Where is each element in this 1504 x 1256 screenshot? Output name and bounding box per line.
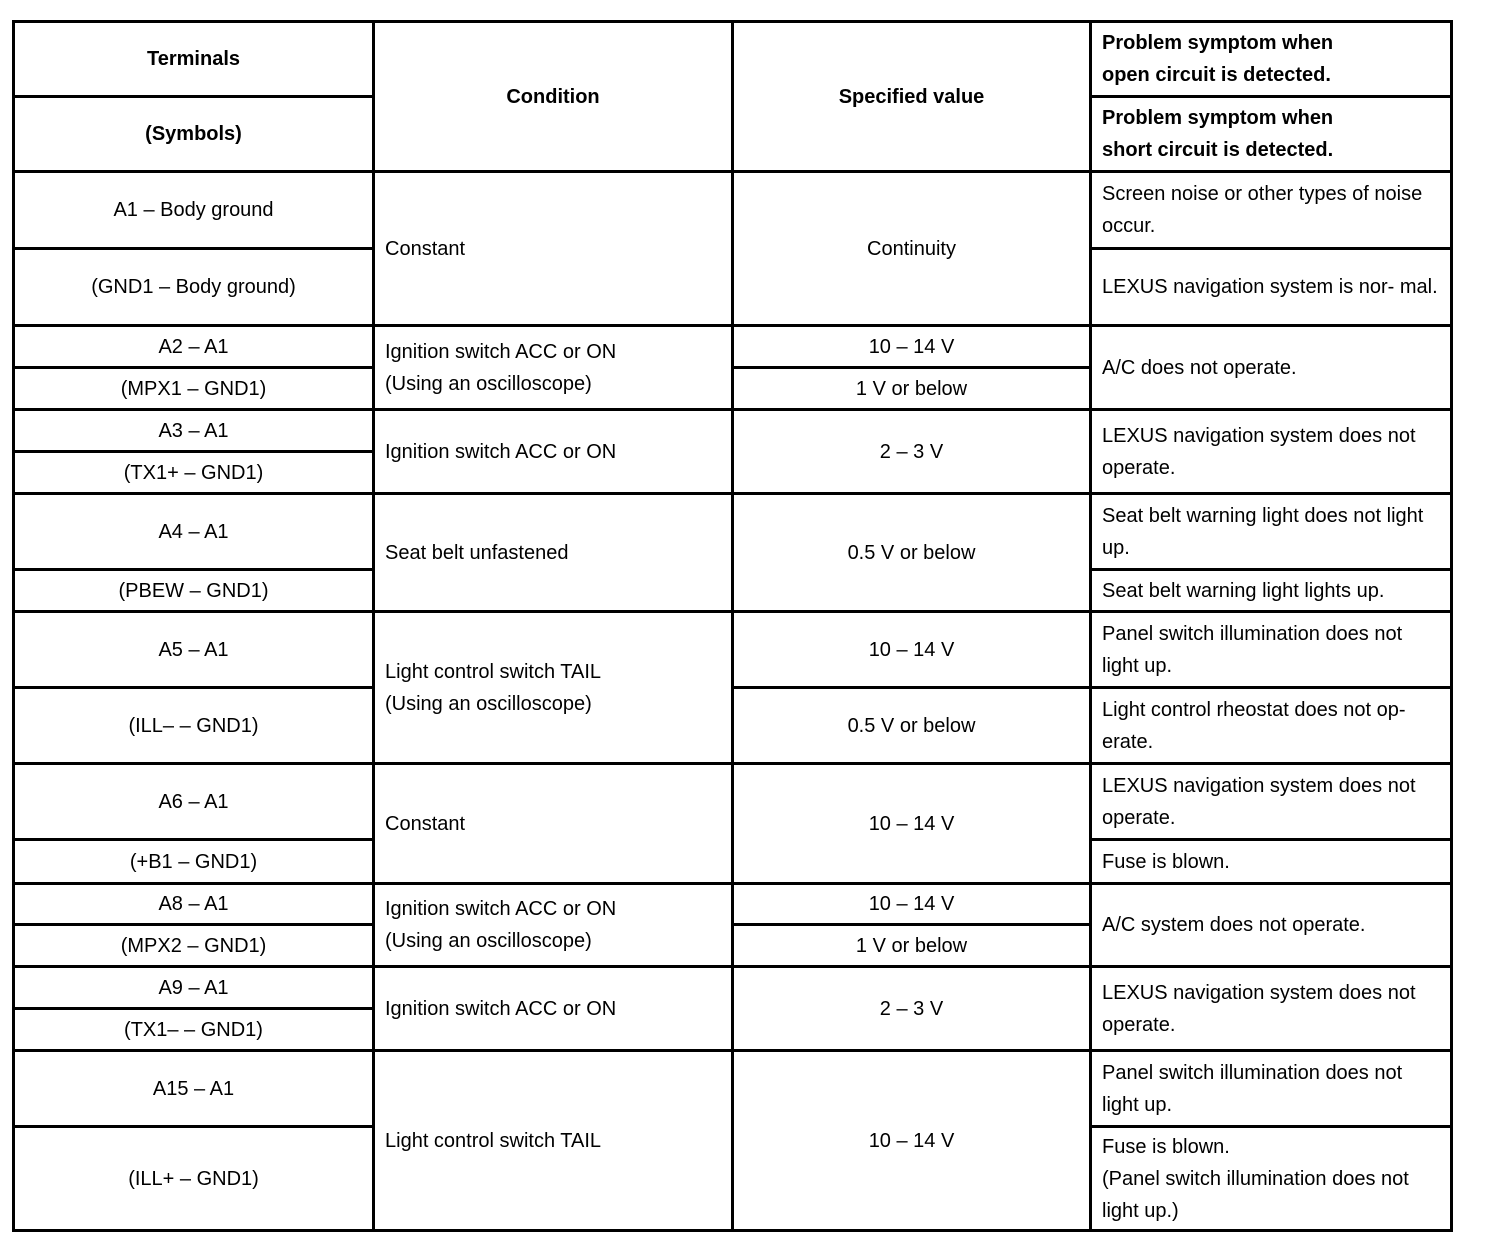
symbol-cell: (MPX1 – GND1) [14,368,374,410]
table-row [14,410,1452,452]
symbol-cell: (+B1 – GND1) [14,840,374,884]
terminal-cell: A9 – A1 [14,967,374,1009]
symbol-cell: (GND1 – Body ground) [14,249,374,326]
short-symptom-cell: Seat belt warning light lights up. [1091,570,1452,612]
symptom-cell: A/C does not operate. [1091,326,1452,410]
open-symptom-cell: Panel switch illumination does not light up. [1091,612,1452,688]
terminal-cell: A15 – A1 [14,1051,374,1127]
symbol-cell: (ILL+ – GND1) [14,1127,374,1231]
condition-line2: (Using an oscilloscope) [385,930,592,952]
symptom-cell: LEXUS navigation system does not operate. [1091,410,1452,494]
value-cell: 10 – 14 V [733,884,1091,925]
terminal-cell: A5 – A1 [14,612,374,688]
short-symptom-line1: Fuse is blown. [1102,1135,1230,1158]
header-specified-value: Specified value [733,22,1091,172]
short-symptom-cell: LEXUS navigation system is nor- mal. [1091,249,1452,326]
condition-line1: Light control switch TAIL [385,660,602,683]
terminal-cell: A2 – A1 [14,326,374,368]
table-row [14,326,1452,368]
value-cell: Continuity [733,172,1091,326]
header-condition: Condition [374,22,733,172]
symbol-cell: (PBEW – GND1) [14,570,374,612]
table-row [14,172,1452,249]
table-row [14,764,1452,840]
terminal-cell: A8 – A1 [14,884,374,925]
condition-cell: Constant [374,764,733,884]
open-symptom-cell: Screen noise or other types of noise occur. [1091,172,1452,249]
open-symptom-cell: LEXUS navigation system does not operate. [1091,764,1452,840]
table-row [14,967,1452,1009]
condition-cell: Ignition switch ACC or ON [374,410,733,494]
condition-cell [374,884,733,967]
value-cell: 10 – 14 V [733,1051,1091,1231]
condition-cell: Light control switch TAIL [374,1051,733,1231]
condition-line2: (Using an oscilloscope) [385,692,592,715]
header-open-line2: open circuit is detected. [1102,64,1331,86]
short-symptom-cell: Fuse is blown. [1091,840,1452,884]
open-symptom-cell: Seat belt warning light does not light up. [1091,494,1452,570]
condition-cell: Seat belt unfastened [374,494,733,612]
condition-line1: Ignition switch ACC or ON [385,898,617,920]
symbol-cell: (MPX2 – GND1) [14,925,374,967]
value-cell: 2 – 3 V [733,967,1091,1051]
open-symptom-cell: Panel switch illumination does not light up. [1091,1051,1452,1127]
condition-cell [374,326,733,410]
short-symptom-cell: Light control rheostat does not op- erate. [1091,688,1452,764]
value-cell: 2 – 3 V [733,410,1091,494]
value-cell: 0.5 V or below [733,494,1091,612]
value-cell: 1 V or below [733,925,1091,967]
symbol-cell: (TX1– – GND1) [14,1009,374,1051]
table-row [14,884,1452,925]
short-symptom-line2: (Panel switch illumination does not light up.) [1102,1167,1409,1222]
condition-cell: Ignition switch ACC or ON [374,967,733,1051]
value-cell: 1 V or below [733,368,1091,410]
value-cell: 10 – 14 V [733,764,1091,884]
header-short-line1: Problem symptom when [1102,107,1334,129]
header-symbols: (Symbols) [14,97,374,172]
terminal-cell: A4 – A1 [14,494,374,570]
value-cell: 10 – 14 V [733,326,1091,368]
value-cell: 10 – 14 V [733,612,1091,688]
symptom-cell: A/C system does not operate. [1091,884,1452,967]
value-cell: 0.5 V or below [733,688,1091,764]
symptom-cell: LEXUS navigation system does not operate. [1091,967,1452,1051]
table-row [14,612,1452,688]
terminal-cell: A3 – A1 [14,410,374,452]
symbol-cell: (ILL– – GND1) [14,688,374,764]
symbol-cell: (TX1+ – GND1) [14,452,374,494]
header-terminals: Terminals [14,22,374,97]
header-short-line2: short circuit is detected. [1102,139,1334,161]
condition-cell [374,612,733,764]
table-row [14,494,1452,570]
condition-line1: Ignition switch ACC or ON [385,340,617,363]
header-open-symptom [1091,22,1452,97]
header-open-line1: Problem symptom when [1102,32,1334,54]
short-symptom-cell [1091,1127,1452,1231]
terminal-inspection-table [12,20,1453,1232]
terminal-cell: A6 – A1 [14,764,374,840]
terminal-cell: A1 – Body ground [14,172,374,249]
condition-line2: (Using an oscilloscope) [385,372,592,395]
condition-cell: Constant [374,172,733,326]
table-row [14,1051,1452,1127]
header-short-symptom [1091,97,1452,172]
